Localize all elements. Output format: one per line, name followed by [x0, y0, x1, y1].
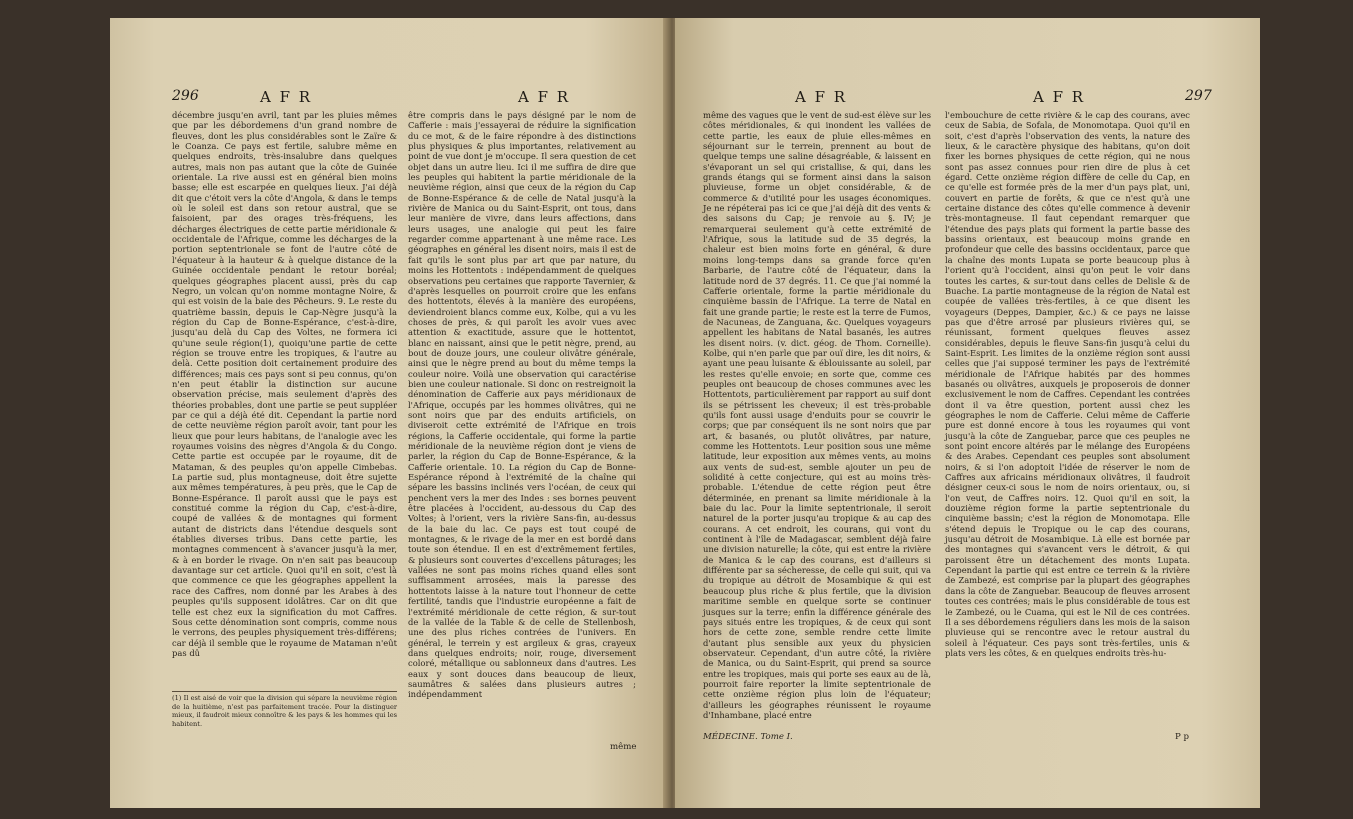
running-head-right-col2: A F R [1033, 88, 1086, 106]
right-page [675, 18, 1260, 808]
catchword-left: même [610, 742, 637, 752]
left-page-column-1 [172, 110, 397, 690]
running-head-left-col2: A F R [518, 88, 571, 106]
left-page-column-2 [408, 110, 636, 738]
signature-mark: MÉDECINE. Tome I. [703, 732, 793, 742]
footnote-rule [172, 691, 397, 692]
right-page-column-2 [945, 110, 1190, 728]
catchword-right: P p [1175, 732, 1190, 742]
right-page-column-1 [703, 110, 931, 730]
left-col2-text: être compris dans le pays désigné par le nom de Cafferie : mais j'essayerai de réduire la signification du ce mot, & de le faire répondre à des distinctions plus physiques & plus importantes, relativement au point de vue dont je m'occupe. Il sera question de cet objet dans un autre lieu. Ici il me suffira de dire que les peuples qui habitent la partie méridionale de la neuvième région, ainsi que ceux de la région du Cap de Bonne-Espérance & de celle de Natal jusqu'à la rivière de Manica ou du Saint-Esprit, ont tous, dans leur manière de vivre, dans leurs affections, dans leurs usages, une analogie qui peut les faire regarder comme appartenant à une même race. Les géographes en général les disent noirs, mais il est de fait qu'ils le sont plus par art que par nature, du moins les Hottentots : indépendamment de quelques observations peu certaines que rapporte Tavernier, & d'après lesquelles on pourroit croire que les enfans des hottentots, élevés à la manière des européens, deviendroient blancs comme eux, Kolbe, qui a vu les choses de près, & qui paroît les avoir vues avec attention & exactitude, assure que le hottentot, blanc en naissant, ainsi que le petit nègre, prend, au bout de douze jours, une couleur olivâtre générale, ainsi que le nègre prend au bout du même temps la couleur noire. Voilà une observation qui caractérise bien une couleur nationale. Si donc on restreignoit la dénomination de Cafferie aux pays méridionaux de l'Afrique, occupés par les hommes olivâtres, qui ne sont noirs que par des enduits artificiels, on diviseroit cette extrémité de l'Afrique en trois régions, la Cafferie occidentale, qui forme la partie méridionale de la neuvième région dont je viens de parler, la région du Cap de Bonne-Espérance, & la Cafferie orientale. 10. La région du Cap de Bonne-Espérance répond à l'extrémité de la chaîne qui sépare les bassins inclinés vers l'océan, de ceux qui penchent vers la mer des Indes : ses bornes peuvent être placées à l'occident, au-dessous du Cap des Voltes; à l'orient, vers la rivière Sans-fin, au-dessus de la baie du lac. Ce pays est tout coupé de montagnes, & le rivage de la mer en est bordé dans toute son étendue. Il en est d'extrêmement fertiles, & plusieurs sont couvertes d'excellens pâturages; les vallées ne sont pas moins riches quand elles sont suffisamment arrosées, mais la paresse des hottentots laisse à la nature tout l'honneur de cette fertilité, tandis que l'industrie européenne a fait de l'extrémité méridionale de cette région, & sur-tout de la vallée de la Table & de celle de Stellenbosh, une des plus riches contrées de l'univers. En général, le terrein y est argileux & gras, crayeux dans quelques endroits; noir, rouge, diversement coloré, métallique ou sablonneux dans d'autres. Les eaux y sont douces dans beaucoup de lieux, saumâtres & salées dans plusieurs autres ; indépendamment [408, 110, 636, 700]
running-head-left-col1: A F R [260, 88, 313, 106]
page-number-right: 297 [1185, 88, 1212, 104]
right-col1-text: même des vagues que le vent de sud-est élève sur les côtes méridionales, & qui inondent les vallées de cette partie, les eaux de pluie elles-mêmes en séjournant sur le terrein, prennent au bout de quelque temps une saline désagréable, & laissent en s'évaporant un sel qui cristallise, & qui, dans les grands étangs qui se forment ainsi dans la saison pluvieuse, forme un objet considérable, & de commerce & d'utilité pour les usages économiques. Je ne répéterai pas ici ce que j'ai déjà dit des vents & des saisons du Cap; je renvoie au §. IV; je remarquerai seulement qu'à cette extrémité de l'Afrique, sous la latitude sud de 35 degrés, la chaleur est bien moins forte en général, & dure moins long-temps dans sa grande force qu'en Barbarie, de l'autre côté de l'équateur, dans la latitude nord de 37 degrés. 11. Ce que j'ai nommé la Cafferie orientale, forme la partie méridionale du cinquième bassin de l'Afrique. La terre de Natal en fait une grande partie; le reste est la terre de Fumos, de Nacuneas, de Zanguana, &c. Quelques voyageurs appellent les habitans de Natal basanés, les autres les disent noirs. (v. dict. géog. de Thom. Corneille). Kolbe, qui n'en parle que par ouï dire, les dit noirs, & ayant une peau luisante & éblouissante au soleil, par les restes qu'elle envoie; en sorte que, comme ces peuples ont beaucoup de choses communes avec les Hottentots, particulièrement par rapport au suif dont ils se pétrissent les cheveux; il est très-probable qu'ils font aussi usage d'enduits pour se couvrir le corps; que par conséquent ils ne sont noirs que par art, & basanés, ou plutôt olivâtres, par nature, comme les Hottentots. Leur position sous une même latitude, leur exposition aux mêmes vents, au moins aux vents de sud-est, semble ajouter un peu de solidité à cette conjecture, qui est au moins très-probable. L'étendue de cette région peut être déterminée, en prenant sa limite méridionale à la baie du lac. Pour la limite septentrionale, il seroit naturel de la porter jusqu'au tropique & au cap des courans. A cet endroit, les courans, qui vont du continent à l'île de Madagascar, semblent déjà faire une division naturelle; la côte, qui est entre la rivière de Manica & le cap des courans, est d'ailleurs si différente par sa sécheresse, de celle qui suit, qui va du tropique au détroit de Mosambique & qui est beaucoup plus riche & plus fertile, que la division maritime semble en quelque sorte se continuer jusques sur la terre; enfin la différence générale des pays situés entre les tropiques, & de ceux qui sont hors de cette zone, semble rendre cette limite d'autant plus sensible aux yeux du physicien observateur. Cependant, d'un autre côté, la rivière de Manica, ou du Saint-Esprit, qui prend sa source entre les tropiques, mais qui porte ses eaux au de là, pourroit faire reporter la limite septentrionale de cette onzième région plus loin de l'équateur; d'ailleurs les géographes réunissent le royaume d'Inhambane, placé entre [703, 110, 931, 720]
running-head-right-col1: A F R [795, 88, 848, 106]
left-page [110, 18, 670, 808]
right-col2-text: l'embouchure de cette rivière & le cap des courans, avec ceux de Sabia, de Sofala, de Monomotapa. Quoi qu'il en soit, c'est d'après l'observation des vents, la nature des lieux, & le caractère physique des habitans, qu'on doit fixer les bornes physiques de cette région, qui ne nous sont pas assez connues pour rien dire de plus à cet égard. Cette onzième région diffère de celle du Cap, en ce qu'elle est formée près de la mer d'un pays plat, uni, couvert en partie de forêts, & que ce n'est qu'à une certaine distance des côtes qu'elle commence à devenir très-montagneuse. Il faut cependant remarquer que l'étendue des pays plats qui forment la partie basse des bassins orientaux, est beaucoup moins grande en profondeur que celle des bassins occidentaux, parce que la chaîne des monts Lupata se porte beaucoup plus à l'orient qu'à l'occident, ainsi qu'on peut le voir dans toutes les cartes, & sur-tout dans celles de Delisle & de Buache. La partie montagneuse de la région de Natal est coupée de vallées très-fertiles, à ce que disent les voyageurs (Deppes, Dampier, &c.) & ce pays ne laisse pas que d'être arrosé par plusieurs rivières qui, se réunissant, forment quelques fleuves assez considérables, depuis le fleuve Sans-fin jusqu'à celui du Saint-Esprit. Les limites de la onzième région sont aussi celles que j'ai supposé terminer les pays de l'extrémité méridionale de l'Afrique habités par des hommes basanés ou olivâtres, auxquels je proposerois de donner exclusivement le nom de Caffres. Cependant les contrées dont il va être question, portent aussi chez les géographes le nom de Cafferie. Celui même de Cafferie pure est donné encore à tous les royaumes qui vont jusqu'à la côte de Zanguebar, parce que ces peuples ne sont point encore altérés par le mélange des Européens & des Arabes. Cependant ces peuples sont absolument noirs, & si l'on adoptoit l'idée de réserver le nom de Caffres aux africains méridionaux olivâtres, il faudroit désigner ceux-ci sous le nom de noirs orientaux, ou, si l'on veut, de Caffres noirs. 12. Quoi qu'il en soit, la douzième région forme la partie septentrionale du cinquième bassin; c'est la région de Monomotapa. Elle s'étend depuis le Tropique ou le cap des courans, jusqu'au détroit de Mosambique. Là elle est bornée par des montagnes qui s'avancent vers le détroit, & qui paroissent être un détachement des monts Lupata. Cependant la partie qui est entre ce terrein & la rivière de Zambezé, est comprise par la plupart des géographes dans la côte de Zanguebar. Beaucoup de fleuves arrosent toutes ces contrées; mais le plus considérable de tous est le Zambezé, ou le Cuama, qui est le Nil de ces contrées. Il a ses débordemens réguliers dans les mois de la saison pluvieuse qui se rencontre avec le retour austral du soleil à l'équateur. Ces pays sont très-fertiles, unis & plats vers les côtes, & en quelques endroits très-hu- [945, 110, 1190, 658]
left-col1-text: décembre jusqu'en avril, tant par les pluies mêmes que par les débordemens d'un grand nombre de fleuves, dont les plus considérables sont le Zaïre & le Coanza. Ce pays est fertile, salubre même en quelques endroits, très-insalubre dans quelques autres, mais non pas autant que la côte de Guinée orientale. La rive aussi est en général bien moins basse; elle est escarpée en quelques lieux. J'ai déjà dit que c'étoit vers la côte d'Angola, & dans le temps où le soleil est dans son retour austral, que se faisoient, par des orages très-fréquens, les décharges électriques de cette partie méridionale & occidentale de l'Afrique, comme les décharges de la portion septentrionale se font de l'autre côté de l'équateur à la hauteur & à quelque distance de la Guinée occidentale pendant le retour boréal; quelques géographes placent aussi, près du cap Negro, un volcan qu'on nomme montagne Noire, & qui est voisin de la baie des Pêcheurs. 9. Le reste du quatrième bassin, depuis le Cap-Nègre jusqu'à la région du Cap de Bonne-Espérance, c'est-à-dire, jusqu'au delà du Cap des Voltes, ne formera ici qu'une seule région(1), quoiqu'une partie de cette région se trouve entre les tropiques, & l'autre au delà. Cette position doit certainement produire des différences; mais ces pays sont si peu connus, qu'on n'en peut établir la distinction sur aucune observation précise, mais seulement d'après des théories probables, dont une partie se peut suppléer par ce qui a déjà été dit. Cependant la partie nord de cette neuvième région paroît avoir, tant pour les lieux que pour leurs habitans, de l'analogie avec les royaumes voisins des nègres d'Angola & du Congo. Cette partie est occupée par le royaume, dit de Mataman, & des peuples qu'on appelle Cimbebas. La partie sud, plus montagneuse, doit être sujette aux mêmes températures, à peu près, que le Cap de Bonne-Espérance. Il paroît aussi que le pays est constitué comme la région du Cap, c'est-à-dire, coupé de vallées & de montagnes qui forment autant de districts dans l'étendue desquels sont établies diverses tribus. Dans cette partie, les montagnes commencent à s'avancer jusqu'à la mer, & à en border le rivage. On n'en sait pas beaucoup davantage sur cet article. Quoi qu'il en soit, c'est là que commence ce que les géographes appellent la race des Caffres, nom donné par les Arabes à des peuples qu'ils supposent idolâtres. Car on dit que telle est chez eux la signification du mot Caffres. Sous cette dénomination sont compris, comme nous le verrons, des peuples physiquement très-différens; car déjà il semble que le royaume de Mataman n'eût pas dû [172, 110, 397, 658]
footnote: (1) Il est aisé de voir que la division qui sépare la neuvième région de la huitième, n'est pas parfaitement tracée. Pour la distinguer mieux, il faudroit mieux connoître & les pays & les hommes qui les habitent. [172, 694, 397, 728]
page-number-left: 296 [172, 88, 199, 104]
